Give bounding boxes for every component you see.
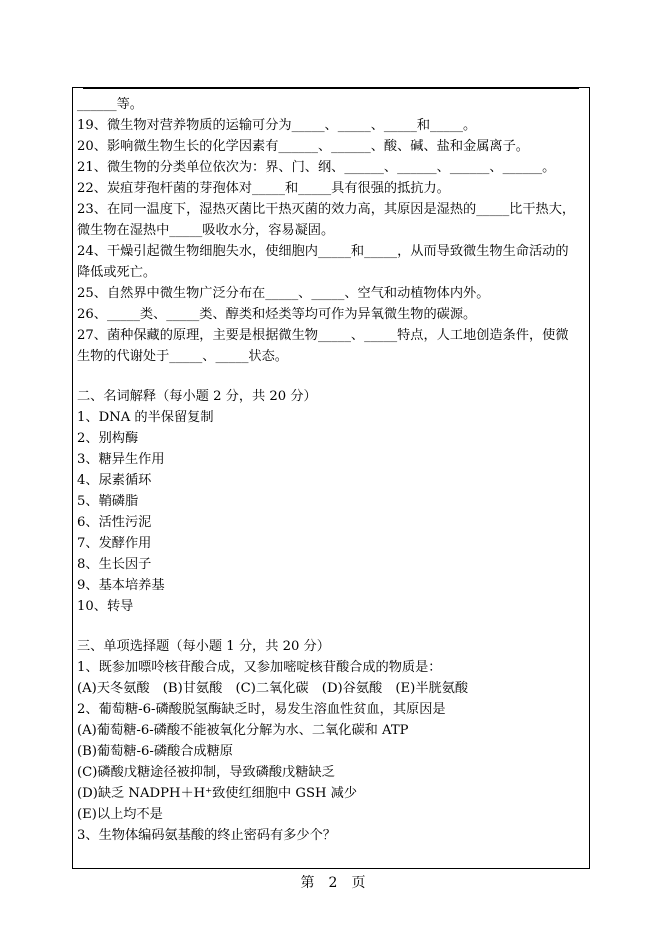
section-heading: 三、单项选择题（每小题 1 分，共 20 分） bbox=[77, 639, 330, 654]
text-line: 2、别构酶 bbox=[77, 431, 139, 446]
text-line: 22、炭疽芽孢杆菌的芽孢体对_____和_____具有很强的抵抗力。 bbox=[77, 181, 450, 196]
text-line: 1、既参加嘌呤核苷酸合成，又参加嘧啶核苷酸合成的物质是： bbox=[77, 660, 442, 675]
text-line: 降低或死亡。 bbox=[77, 265, 157, 280]
text-line: 19、微生物对营养物质的运输可分为_____、_____、_____和_____。 bbox=[77, 118, 477, 133]
text-line: (C)磷酸戊糖途径被抑制，导致磷酸戊糖缺乏 bbox=[77, 765, 335, 780]
text-line: 25、自然界中微生物广泛分布在_____、_____、空气和动植物体内外。 bbox=[77, 286, 490, 301]
question-sheet bbox=[72, 87, 590, 869]
blank-line bbox=[77, 367, 587, 386]
section-heading: 二、名词解释（每小题 2 分，共 20 分） bbox=[77, 389, 317, 404]
text-line: 5、鞘磷脂 bbox=[77, 494, 139, 509]
text-line: 2、葡萄糖-6-磷酸脱氢酶缺乏时，易发生溶血性贫血，其原因是 bbox=[77, 702, 446, 717]
page-number: 第 2 页 bbox=[300, 875, 366, 891]
text-line: 3、糖异生作用 bbox=[77, 452, 165, 467]
text-line: 24、干燥引起微生物细胞失水，使细胞内_____和_____，从而导致微生物生命活动的 bbox=[77, 244, 569, 259]
text-line: 微生物在湿热中_____吸收水分，容易凝固。 bbox=[77, 223, 335, 238]
sheet-content bbox=[77, 94, 587, 846]
text-line: (D)缺乏 NADPH＋H⁺致使红细胞中 GSH 减少 bbox=[77, 786, 358, 801]
text-line: 生物的代谢处于_____、_____状态。 bbox=[77, 349, 288, 364]
text-line: 7、发酵作用 bbox=[77, 536, 152, 551]
text-line: 27、菌种保藏的原理，主要是根据微生物_____、_____特点，人工地创造条件，使微 bbox=[77, 328, 569, 343]
text-line: ______等。 bbox=[77, 97, 143, 112]
text-line: 8、生长因子 bbox=[77, 557, 152, 572]
blank-line bbox=[77, 617, 587, 636]
text-line: 10、转导 bbox=[77, 599, 134, 614]
text-line: 3、生物体编码氨基酸的终止密码有多少个？ bbox=[77, 828, 336, 843]
text-line: (A)葡萄糖-6-磷酸不能被氧化分解为水、二氧化碳和 ATP bbox=[77, 723, 409, 738]
text-line: 6、活性污泥 bbox=[77, 515, 152, 530]
text-line: 23、在同一温度下，湿热灭菌比干热灭菌的效力高，其原因是湿热的_____比干热大， bbox=[77, 202, 576, 217]
top-rule bbox=[83, 88, 579, 89]
text-line: (B)葡萄糖-6-磷酸合成糖原 bbox=[77, 744, 233, 759]
text-line: 4、尿素循环 bbox=[77, 473, 152, 488]
text-line: 26、_____类、_____类、醇类和烃类等均可作为异氧微生物的碳源。 bbox=[77, 307, 477, 322]
text-line: 9、基本培养基 bbox=[77, 578, 165, 593]
text-line: (E)以上均不是 bbox=[77, 807, 163, 822]
text-line: 21、微生物的分类单位依次为：界、门、纲、______、______、______、______。 bbox=[77, 160, 556, 175]
text-line: (A)天冬氨酸 (B)甘氨酸 (C)二氧化碳 (D)谷氨酸 (E)半胱氨酸 bbox=[77, 681, 469, 696]
text-line: 20、影响微生物生长的化学因素有______、______、酸、碱、盐和金属离子。 bbox=[77, 139, 529, 154]
text-line: 1、DNA 的半保留复制 bbox=[77, 410, 214, 425]
